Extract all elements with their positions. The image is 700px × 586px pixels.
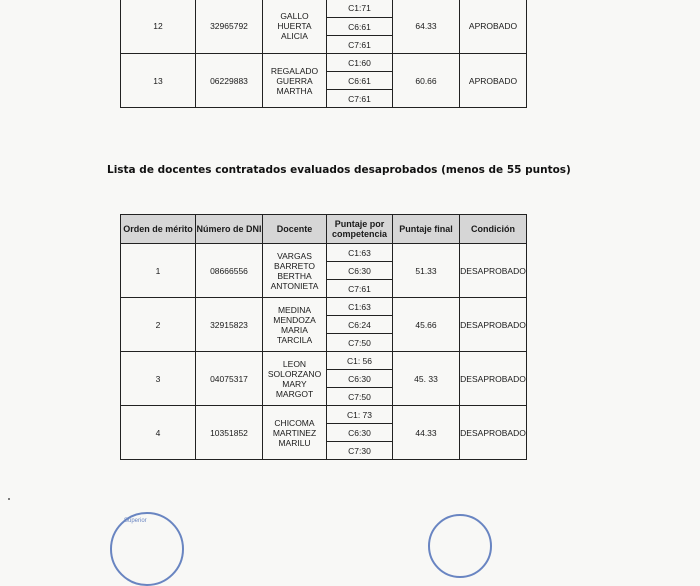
condition: DESAPROBADO [460, 406, 527, 460]
final-score: 60.66 [393, 54, 460, 108]
dni-cell: 08666556 [196, 244, 263, 298]
header-docente: Docente [263, 215, 327, 244]
docente-cell: CHICOMA MARTINEZ MARILU [263, 406, 327, 460]
competency-score: C7:61 [327, 280, 393, 298]
final-score: 51.33 [393, 244, 460, 298]
competency-score: C6:61 [327, 72, 393, 90]
competency-score: C1: 73 [327, 406, 393, 424]
condition: DESAPROBADO [460, 352, 527, 406]
competency-score: C1: 56 [327, 352, 393, 370]
dni-cell: 04075317 [196, 352, 263, 406]
table-row [121, 406, 527, 424]
competency-score: C6:30 [327, 370, 393, 388]
docente-cell: MEDINA MENDOZA MARIA TARCILA [263, 298, 327, 352]
orden-cell: 12 [121, 0, 196, 54]
scan-speck [8, 498, 10, 500]
header-competencia: Puntaje por competencia [327, 215, 393, 244]
competency-score: C7:61 [327, 36, 393, 54]
institution-seal-right [428, 514, 492, 578]
dni-cell: 32915823 [196, 298, 263, 352]
final-score: 64.33 [393, 0, 460, 54]
header-condicion: Condición [460, 215, 527, 244]
table-row [121, 352, 527, 370]
competency-score: C1:71 [327, 0, 393, 18]
table-row [121, 244, 527, 262]
final-score: 44.33 [393, 406, 460, 460]
competency-score: C1:60 [327, 54, 393, 72]
competency-score: C6:24 [327, 316, 393, 334]
competency-score: C7:61 [327, 90, 393, 108]
dni-cell: 10351852 [196, 406, 263, 460]
docente-cell: LEON SOLORZANO MARY MARGOT [263, 352, 327, 406]
header-dni: Número de DNI [196, 215, 263, 244]
orden-cell: 13 [121, 54, 196, 108]
condition: APROBADO [460, 54, 527, 108]
final-score: 45.66 [393, 298, 460, 352]
table-row [121, 298, 527, 316]
orden-cell: 3 [121, 352, 196, 406]
orden-cell: 4 [121, 406, 196, 460]
competency-score: C7:50 [327, 334, 393, 352]
docente-cell: GALLO HUERTA ALICIA [263, 0, 327, 54]
orden-cell: 1 [121, 244, 196, 298]
header-final: Puntaje final [393, 215, 460, 244]
competency-score: C1:63 [327, 244, 393, 262]
competency-score: C6:61 [327, 18, 393, 36]
competency-score: C6:30 [327, 262, 393, 280]
condition: DESAPROBADO [460, 298, 527, 352]
competency-score: C7:50 [327, 388, 393, 406]
final-score: 45. 33 [393, 352, 460, 406]
approved-table-continuation [120, 0, 527, 108]
condition: DESAPROBADO [460, 244, 527, 298]
docente-cell: REGALADO GUERRA MARTHA [263, 54, 327, 108]
header-orden: Orden de mérito [121, 215, 196, 244]
orden-cell: 2 [121, 298, 196, 352]
dni-cell: 06229883 [196, 54, 263, 108]
competency-score: C6:30 [327, 424, 393, 442]
competency-score: C1:63 [327, 298, 393, 316]
dni-cell: 32965792 [196, 0, 263, 54]
institution-seal: Superior [110, 512, 184, 586]
condition: APROBADO [460, 0, 527, 54]
section-heading: Lista de docentes contratados evaluados desaprobados (menos de 55 puntos) [107, 164, 571, 176]
disapproved-table [120, 214, 527, 460]
docente-cell: VARGAS BARRETO BERTHA ANTONIETA [263, 244, 327, 298]
competency-score: C7:30 [327, 442, 393, 460]
